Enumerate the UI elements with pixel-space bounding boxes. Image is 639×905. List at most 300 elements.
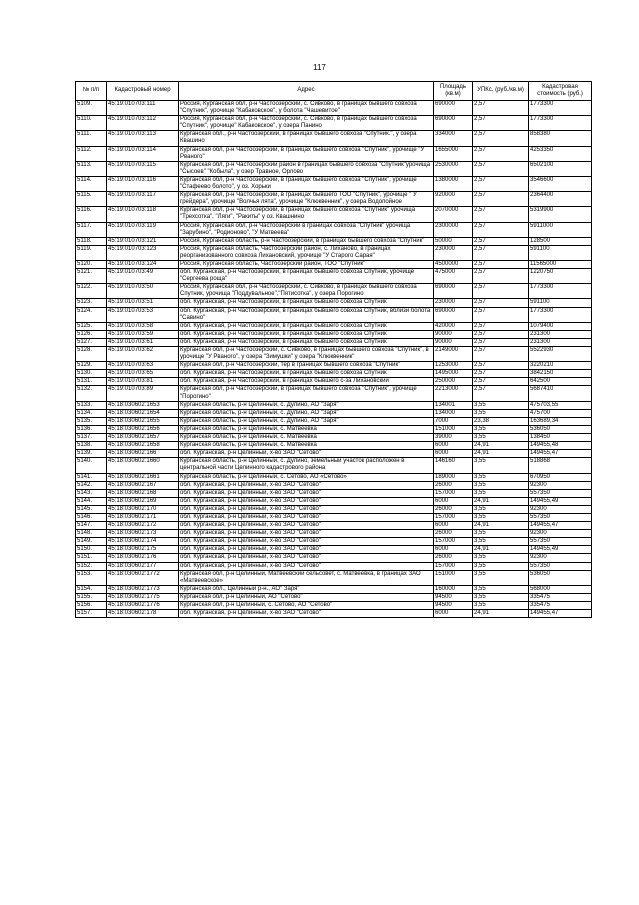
upks-value-cell: 3,55 [473,530,529,538]
cadastral-number-cell: 45:18:030602:171 [107,513,179,521]
cadastral-number-cell: 45:18:030602:169 [107,497,179,505]
upks-value-cell: 2,57 [473,101,529,116]
header-area: Площадь (кв.м) [434,82,473,101]
row-number-cell: 5117. [76,222,107,237]
upks-value-cell: 2,57 [473,362,529,370]
area-cell: 26000 [434,481,473,489]
header-address: Адрес [179,82,434,101]
table-row [76,546,592,554]
area-cell: 94500 [434,593,473,601]
address-cell: обл. Курганская, р-н Частоозерский, в границах бывшего совхоза Спутник [179,322,434,330]
address-cell: обл. Курганская, р-н Целинный, х-во ЗАО "Сетово" [179,538,434,546]
table-row [76,370,592,378]
area-cell: 26000 [434,554,473,562]
cadastral-number-cell: 45:19:010703:89 [107,386,179,401]
area-cell: 6000 [434,610,473,618]
cadastral-number-cell: 45:18:030602:177 [107,562,179,570]
upks-value-cell: 2,57 [473,260,529,268]
cadastral-number-cell: 45:19:010703:112 [107,116,179,131]
row-number-cell: 5150. [76,546,107,554]
upks-value-cell: 3,55 [473,434,529,442]
upks-value-cell: 2,57 [473,330,529,338]
table-row [76,505,592,513]
upks-value-cell: 2,57 [473,116,529,131]
area-cell: 2530000 [434,161,473,176]
row-number-cell: 5152. [76,562,107,570]
upks-value-cell: 2,57 [473,322,529,330]
cadastral-number-cell: 45:18:030602:175 [107,546,179,554]
area-cell: 134001 [434,401,473,409]
address-cell: обл. Курганская, р-н Целинный, х-во ЗАО "Сетово" [179,513,434,521]
cadastral-cost-cell: 5319900 [529,207,592,222]
table-row [76,442,592,450]
table-row [76,497,592,505]
area-cell: 50000 [434,237,473,245]
upks-value-cell: 3,55 [473,538,529,546]
upks-value-cell: 3,55 [473,602,529,610]
address-cell: Россия, Курганская обл, р-н Частоозерский, с. Сивково, в границах бывшего совхоза Спутник, урочища "Поддувальное","Пятисотка", у озера Порогино [179,284,434,299]
address-cell: Курганская обл., р-н Частоозерский, в границах бывшего совхоза "Спутник.", у озера Квашино [179,131,434,146]
cadastral-number-cell: 45:18:030602:1657 [107,434,179,442]
cadastral-cost-cell: 11565000 [529,260,592,268]
area-cell: 250000 [434,378,473,386]
area-cell: 230000 [434,245,473,260]
row-number-cell: 5151. [76,554,107,562]
row-number-cell: 5136. [76,425,107,433]
upks-value-cell: 2,57 [473,131,529,146]
address-cell: обл. Курганская, р-н Целинный, х-во ЗАО "Сетово" [179,562,434,570]
address-cell: Курганская обл, р-н Частоозерский, в границах бывшего совхоза "Спутник", урочище "У Рваного" [179,146,434,161]
table-row [76,362,592,370]
area-cell: 6000 [434,450,473,458]
address-cell: обл. Курганская, р-н Частоозерский, в границах бывшего совхоза Спутник [179,370,434,378]
address-cell: Россия, Курганская область, Частоозерский район, с. Лиханово, в границах реорганизованного совхоза Лихановский, урочище "У Старого Сарая" [179,245,434,260]
address-cell: Курганская обл, р-н Целинный, АО "Сетово" [179,593,434,601]
table-row [76,146,592,161]
address-cell: Курганская область, р-н Целинный, с. Дулино, АО "Заря" [179,417,434,425]
address-cell: Курганская обл., Целинный р-н., АО" Заря" [179,585,434,593]
cadastral-number-cell: 45:19:010703:117 [107,192,179,207]
upks-value-cell: 3,55 [473,401,529,409]
area-cell: 134000 [434,409,473,417]
upks-value-cell: 3,55 [473,570,529,585]
upks-value-cell: 2,57 [473,146,529,161]
cadastral-cost-cell: 557350 [529,513,592,521]
upks-value-cell: 3,55 [473,458,529,473]
address-cell: Курганская обл, р-н Частоозерский, в границах бывшего ТОО "Спутник", урочище " У грейдера", урочище "Волчья лята", урочище "Клюквенник", у озера Водопойное [179,192,434,207]
area-cell: 690000 [434,116,473,131]
table-row [76,538,592,546]
upks-value-cell: 24,91 [473,522,529,530]
upks-value-cell: 3,55 [473,489,529,497]
address-cell: Курганская область, р-н Целинный, с. Матвеевка [179,434,434,442]
table-row [76,161,592,176]
row-number-cell: 5113. [76,161,107,176]
header-number: № п/п [76,82,107,101]
cadastral-cost-cell: 149455,47 [529,610,592,618]
header-upks: УПКс. (руб./кв.м) [473,82,529,101]
cadastral-number-cell: 45:18:030602:166 [107,450,179,458]
address-cell: Россия, Курганская обл, р-н Частоозерский в границах совхоза "Спутник" урочища "Зарубино", "Родионово", "У Матвеева" [179,222,434,237]
address-cell: Россия, Курганская обл, р-н Частоозерский, с. Сивково, в границах бывшего совхоза "Спутник", урочище "Кабаковское", у болота "Чашевитое" [179,101,434,116]
table-row [76,401,592,409]
address-cell: Курганская область, р-н Целинный, с. Матвеевка [179,442,434,450]
area-cell: 2300000 [434,222,473,237]
table-row [76,347,592,362]
row-number-cell: 5132. [76,386,107,401]
cadastral-number-cell: 45:19:010703:50 [107,284,179,299]
cadastral-number-cell: 45:18:030602:1658 [107,442,179,450]
cadastral-number-cell: 45:19:010703:81 [107,378,179,386]
cadastral-cost-cell: 3842150 [529,370,592,378]
table-row [76,192,592,207]
table-row [76,585,592,593]
area-cell: 6000 [434,522,473,530]
table-row [76,207,592,222]
area-cell: 26000 [434,505,473,513]
cadastral-cost-cell: 858380 [529,131,592,146]
area-cell: 146160 [434,458,473,473]
cadastral-number-cell: 45:19:010703:114 [107,146,179,161]
row-number-cell: 5115. [76,192,107,207]
row-number-cell: 5116. [76,207,107,222]
upks-value-cell: 3,55 [473,505,529,513]
area-cell: 157000 [434,562,473,570]
row-number-cell: 5137. [76,434,107,442]
cadastral-cost-cell: 5911000 [529,222,592,237]
cadastral-number-cell: 45:19:010703:49 [107,269,179,284]
cadastral-number-cell: 45:18:030602:1776 [107,602,179,610]
cadastral-number-cell: 45:19:010703:116 [107,176,179,191]
upks-value-cell: 2,57 [473,237,529,245]
row-number-cell: 5141. [76,473,107,481]
address-cell: Курганская область, р-н Целинный, с. Дулино, земельный участок расположен в центральной части Целинного кадастрового района [179,458,434,473]
row-number-cell: 5111. [76,131,107,146]
table-row [76,378,592,386]
table-row [76,481,592,489]
row-number-cell: 5144. [76,497,107,505]
row-number-cell: 5131. [76,378,107,386]
cadastral-cost-cell: 92300 [529,554,592,562]
cadastral-cost-cell: 163689,34 [529,417,592,425]
area-cell: 151000 [434,425,473,433]
upks-value-cell: 2,57 [473,307,529,322]
cadastral-cost-cell: 3220210 [529,362,592,370]
upks-value-cell: 3,55 [473,425,529,433]
area-cell: 157000 [434,489,473,497]
address-cell: обл. Курганская, р-н Частоозерский, в границах бывшего совхоза Спутник [179,338,434,346]
cadastral-number-cell: 45:19:010703:58 [107,322,179,330]
table-row [76,434,592,442]
cadastral-cost-cell: 3546600 [529,176,592,191]
upks-value-cell: 2,57 [473,245,529,260]
table-row [76,330,592,338]
area-cell: 420000 [434,322,473,330]
cadastral-table [75,81,592,618]
cadastral-cost-cell: 1220750 [529,269,592,284]
area-cell: 157000 [434,538,473,546]
table-row [76,307,592,322]
area-cell: 6000 [434,497,473,505]
address-cell: обл. Курганская, р-н Частоозерский, в границах бывшего совхоза Спутник [179,299,434,307]
upks-value-cell: 2,57 [473,370,529,378]
cadastral-number-cell: 45:19:010703:53 [107,307,179,322]
table-row [76,489,592,497]
cadastral-cost-cell: 1773300 [529,284,592,299]
row-number-cell: 5122. [76,284,107,299]
table-row [76,450,592,458]
row-number-cell: 5118. [76,237,107,245]
upks-value-cell: 2,57 [473,192,529,207]
area-cell: 690000 [434,307,473,322]
cadastral-number-cell: 45:18:030602:178 [107,610,179,618]
cadastral-number-cell: 45:18:030602:1661 [107,473,179,481]
address-cell: обл. Курганская, р-н Целинный, х-во ЗАО "Сетово" [179,530,434,538]
table-row [76,570,592,585]
cadastral-cost-cell: 536050 [529,570,592,585]
cadastral-number-cell: 45:18:030602:1660 [107,458,179,473]
address-cell: Курганская область, р-н Целинный, с. Сетово, АО «Сетово» [179,473,434,481]
cadastral-cost-cell: 1773300 [529,116,592,131]
cadastral-cost-cell: 231300 [529,330,592,338]
table-row [76,530,592,538]
table-row [76,269,592,284]
area-cell: 690000 [434,101,473,116]
cadastral-cost-cell: 231300 [529,338,592,346]
address-cell: обл. Курганская, р-н Целинный, х-во ЗАО "Сетово" [179,497,434,505]
upks-value-cell: 2,57 [473,161,529,176]
address-cell: обл. Курганская, р-н Целинный, х-во ЗАО "Сетово" [179,450,434,458]
row-number-cell: 5154. [76,585,107,593]
cadastral-cost-cell: 4253350 [529,146,592,161]
row-number-cell: 5139. [76,450,107,458]
address-cell: Россия, Курганская область, Частоозерский район, ТОО "Спутник" [179,260,434,268]
cadastral-number-cell: 45:19:010703:61 [107,338,179,346]
cadastral-cost-cell: 557350 [529,538,592,546]
row-number-cell: 5145. [76,505,107,513]
row-number-cell: 5155. [76,593,107,601]
cadastral-cost-cell: 475700 [529,409,592,417]
upks-value-cell: 3,55 [473,593,529,601]
cadastral-number-cell: 45:18:030602:167 [107,481,179,489]
row-number-cell: 5157. [76,610,107,618]
row-number-cell: 5148. [76,530,107,538]
cadastral-number-cell: 45:18:030602:1655 [107,417,179,425]
cadastral-number-cell: 45:19:010703:121 [107,237,179,245]
area-cell: 1655000 [434,146,473,161]
area-cell: 334000 [434,131,473,146]
table-row [76,513,592,521]
cadastral-number-cell: 45:18:030602:1654 [107,409,179,417]
upks-value-cell: 24,91 [473,497,529,505]
cadastral-cost-cell: 591100 [529,245,592,260]
address-cell: Курганская область, р-н Целинный, с. Дулино, АО "Заря" [179,401,434,409]
area-cell: 151000 [434,570,473,585]
address-cell: обл. Курганская, р-н Частоозерский, в границах бывшего совхоза Спутник, вблизи болота "Савино" [179,307,434,322]
area-cell: 189000 [434,473,473,481]
cadastral-cost-cell: 5522930 [529,347,592,362]
cadastral-cost-cell: 670950 [529,473,592,481]
row-number-cell: 5146. [76,513,107,521]
cadastral-cost-cell: 128500 [529,237,592,245]
upks-value-cell: 3,55 [473,409,529,417]
cadastral-number-cell: 45:18:030602:174 [107,538,179,546]
row-number-cell: 5126. [76,330,107,338]
cadastral-number-cell: 45:18:030602:172 [107,522,179,530]
cadastral-number-cell: 45:19:010703:111 [107,101,179,116]
area-cell: 4500000 [434,260,473,268]
row-number-cell: 5147. [76,522,107,530]
row-number-cell: 5129. [76,362,107,370]
table-row [76,237,592,245]
address-cell: Курганская обл, р-н Целинный, с. Сетово, АО "Сетово" [179,602,434,610]
cadastral-cost-cell: 1773300 [529,307,592,322]
upks-value-cell: 3,55 [473,473,529,481]
area-cell: 6000 [434,546,473,554]
cadastral-cost-cell: 149455,47 [529,522,592,530]
table-row [76,116,592,131]
table-row [76,610,592,618]
address-cell: обл. Курганская, р-н Целинный, х-во ЗАО "Сетово" [179,522,434,530]
address-cell: Россия, Курганская обл, р-н Частоозерский, с. Сивково, в границах бывшего совхоза "Спутник", урочище" Кабаковское", у озера Панино [179,116,434,131]
address-cell: обл. Курганская, р-н Частоозерский, в границах бывшего совхоза Спутник [179,330,434,338]
address-cell: Курганская обл, р-н Частоозерский, в границах бывшего совхоза "Спутник" урочища "Трехсотка", "Ляги", "Ракиты" у оз. Квашнино [179,207,434,222]
address-cell: обл. Курганская, р-н Частоозерский, в границах бывшего совхоза Спутник, урочище "Сергеева роща" [179,269,434,284]
row-number-cell: 5124. [76,307,107,322]
address-cell: Курганская обл, р-н Частоозерский, тер в границах бывшего совхоза "Спутник" [179,362,434,370]
upks-value-cell: 2,57 [473,222,529,237]
cadastral-number-cell: 45:19:010703:118 [107,207,179,222]
area-cell: 2213000 [434,386,473,401]
row-number-cell: 5135. [76,417,107,425]
address-cell: обл. Курганская, р-н Целинный, х-во ЗАО "Сетово" [179,481,434,489]
cadastral-number-cell: 45:19:010703:51 [107,299,179,307]
area-cell: 920000 [434,192,473,207]
area-cell: 1253000 [434,362,473,370]
area-cell: 157000 [434,513,473,521]
area-cell: 475000 [434,269,473,284]
address-cell: Курганская обл, р-н Частоозерский, с. Сивково, в границах бывшего совхоза "Спутник", в урочище "У Рваного", у озера "Зимушки" у озера "Клюквенник" [179,347,434,362]
upks-value-cell: 2,57 [473,207,529,222]
cadastral-cost-cell: 138450 [529,434,592,442]
row-number-cell: 5123. [76,299,107,307]
row-number-cell: 5133. [76,401,107,409]
area-cell: 230000 [434,299,473,307]
upks-value-cell: 2,57 [473,338,529,346]
cadastral-number-cell: 45:18:030602:1772 [107,570,179,585]
upks-value-cell: 2,57 [473,299,529,307]
cadastral-cost-cell: 557350 [529,489,592,497]
table-row [76,322,592,330]
row-number-cell: 5125. [76,322,107,330]
row-number-cell: 5127. [76,338,107,346]
address-cell: обл. Курганская, р-н Целинный, х-во ЗАО "Сетово" [179,554,434,562]
table-body [76,101,592,618]
address-cell: Курганская область, р-н Целинный, с. Дулино, АО "Заря" [179,409,434,417]
table-row [76,602,592,610]
area-cell: 1380000 [434,176,473,191]
cadastral-number-cell: 45:18:030602:173 [107,530,179,538]
cadastral-cost-cell: 1079400 [529,322,592,330]
table-row [76,245,592,260]
area-cell: 160000 [434,585,473,593]
cadastral-cost-cell: 149455,48 [529,442,592,450]
table-row [76,522,592,530]
cadastral-cost-cell: 92300 [529,481,592,489]
area-cell: 1495000 [434,370,473,378]
upks-value-cell: 24,91 [473,610,529,618]
header-cadastral-cost: Кадастровая стоимость (руб.) [529,82,592,101]
cadastral-cost-cell: 568000 [529,585,592,593]
table-row [76,284,592,299]
upks-value-cell: 3,55 [473,554,529,562]
cadastral-cost-cell: 642500 [529,378,592,386]
cadastral-cost-cell: 149455,49 [529,497,592,505]
cadastral-number-cell: 45:19:010703:115 [107,161,179,176]
address-cell: обл. Курганская, р-н Целинный, х-во ЗАО "Сетово" [179,489,434,497]
cadastral-cost-cell: 6502100 [529,161,592,176]
row-number-cell: 5114. [76,176,107,191]
upks-value-cell: 23,38 [473,417,529,425]
cadastral-cost-cell: 557350 [529,562,592,570]
row-number-cell: 5130. [76,370,107,378]
cadastral-cost-cell: 335475 [529,593,592,601]
row-number-cell: 5120. [76,260,107,268]
row-number-cell: 5121. [76,269,107,284]
area-cell: 690000 [434,284,473,299]
cadastral-cost-cell: 591100 [529,299,592,307]
upks-value-cell: 3,55 [473,562,529,570]
cadastral-number-cell: 45:19:010703:59 [107,330,179,338]
row-number-cell: 5140. [76,458,107,473]
table-row [76,473,592,481]
table-row [76,101,592,116]
cadastral-number-cell: 45:19:010703:124 [107,260,179,268]
area-cell: 90000 [434,338,473,346]
address-cell: обл. Курганская, р-н Целинный, х-во ЗАО "Сетово" [179,610,434,618]
upks-value-cell: 2,57 [473,347,529,362]
table-row [76,417,592,425]
cadastral-number-cell: 45:18:030602:1775 [107,593,179,601]
cadastral-cost-cell: 92300 [529,530,592,538]
area-cell: 2070000 [434,207,473,222]
upks-value-cell: 24,91 [473,450,529,458]
row-number-cell: 5142. [76,481,107,489]
address-cell: обл. Курганская, р-н Целинный, х-во ЗАО "Сетово" [179,546,434,554]
cadastral-cost-cell: 518868 [529,458,592,473]
cadastral-number-cell: 45:19:010703:119 [107,222,179,237]
table-row [76,425,592,433]
cadastral-cost-cell: 149455,47 [529,450,592,458]
cadastral-cost-cell: 335475 [529,602,592,610]
cadastral-number-cell: 45:19:010703:63 [107,362,179,370]
address-cell: обл. Курганская, р-н Частоозерский, в границах бывшего с-за Лихановский [179,378,434,386]
row-number-cell: 5149. [76,538,107,546]
upks-value-cell: 2,57 [473,378,529,386]
table-row [76,176,592,191]
row-number-cell: 5109. [76,101,107,116]
table-row [76,386,592,401]
table-row [76,593,592,601]
cadastral-number-cell: 45:18:030602:1773 [107,585,179,593]
table-row [76,260,592,268]
address-cell: Курганская область, р-н Целинный, с. Матвеевка [179,425,434,433]
table-row [76,409,592,417]
upks-value-cell: 24,91 [473,546,529,554]
area-cell: 6000 [434,442,473,450]
table-header-row [76,82,592,101]
upks-value-cell: 24,91 [473,442,529,450]
